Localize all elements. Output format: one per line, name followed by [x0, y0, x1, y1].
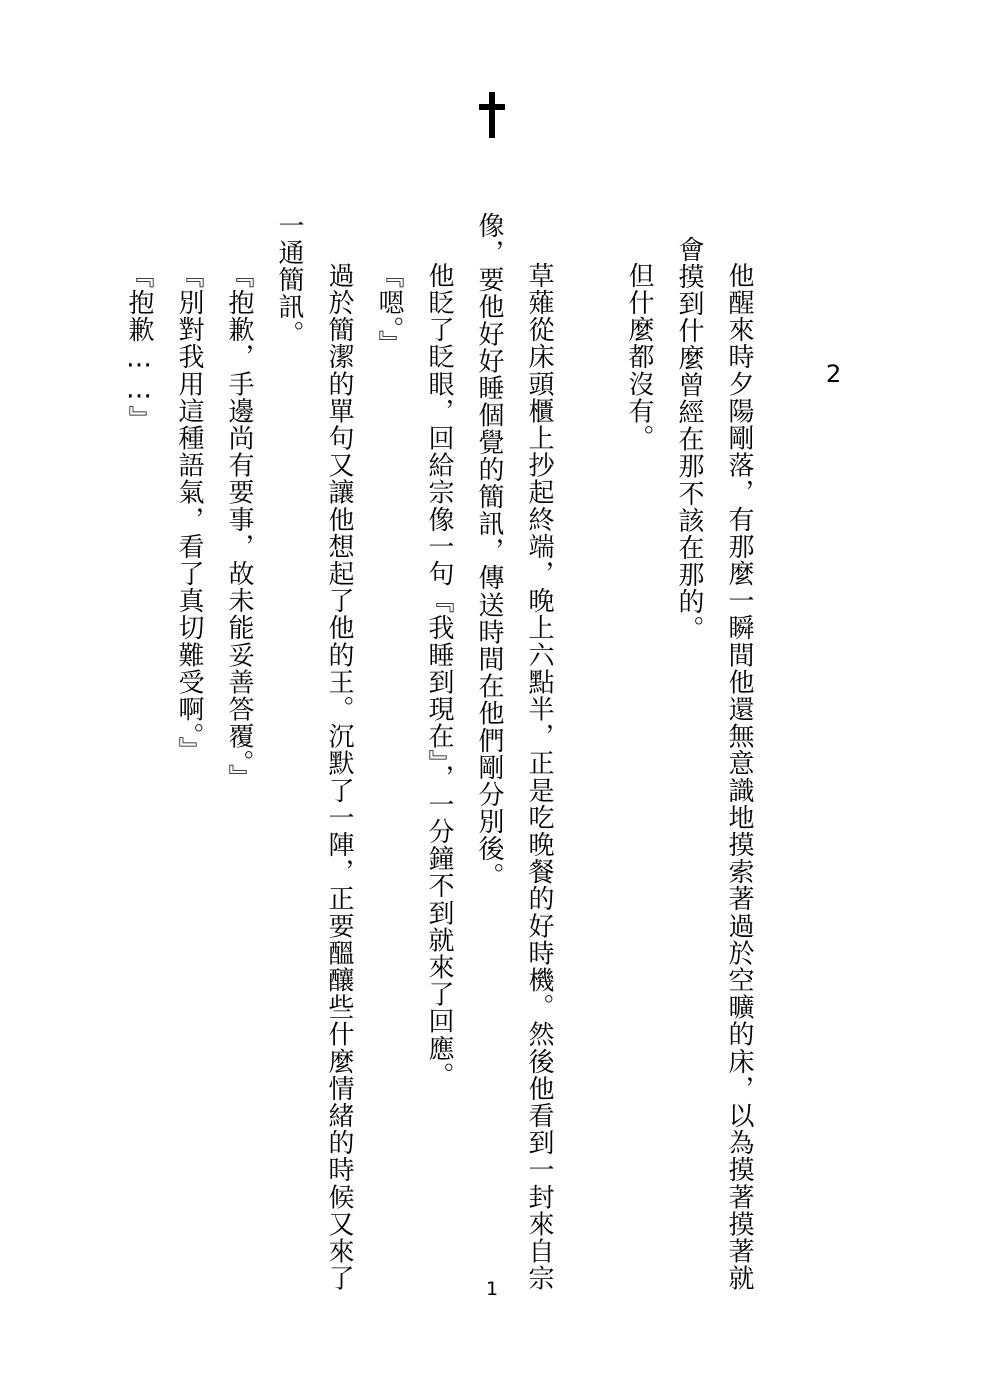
text-column: 『別對我用這種語氣，看了真切難受啊。』 [174, 262, 204, 764]
text-column: 『嗯。』 [374, 262, 404, 358]
text-column: 過於簡潔的單句又讓他想起了他的王。沉默了一陣，正要醞釀些什麼情緒的時候又來了 [324, 262, 354, 1292]
chapter-number: 2 [826, 360, 842, 388]
text-column: 但什麼都沒有。 [624, 262, 654, 452]
text-column: 像，要他好好睡個覺的簡訊，傳送時間在他們剛分別後。 [474, 212, 504, 890]
text-column: 他眨了眨眼，回給宗像一句『我睡到現在』，一分鐘不到就來了回應。 [424, 262, 454, 1090]
text-column: 『抱歉……』 [124, 262, 154, 433]
text-column: 『抱歉，手邊尚有要事，故未能妥善答覆。』 [224, 262, 254, 791]
page-number: 1 [485, 1278, 499, 1300]
text-column: 他醒來時夕陽剛落，有那麼一瞬間他還無意識地摸索著過於空曠的床，以為摸著摸著就 [724, 262, 754, 1292]
text-column: 草薙從床頭櫃上抄起終端，晚上六點半，正是吃晚餐的好時機。然後他看到一封來自宗 [524, 262, 554, 1292]
text-column: 一通簡訊。 [274, 212, 304, 348]
cross-icon [476, 92, 508, 138]
text-column: 會摸到什麼曾經在那不該在那的。 [674, 236, 704, 643]
